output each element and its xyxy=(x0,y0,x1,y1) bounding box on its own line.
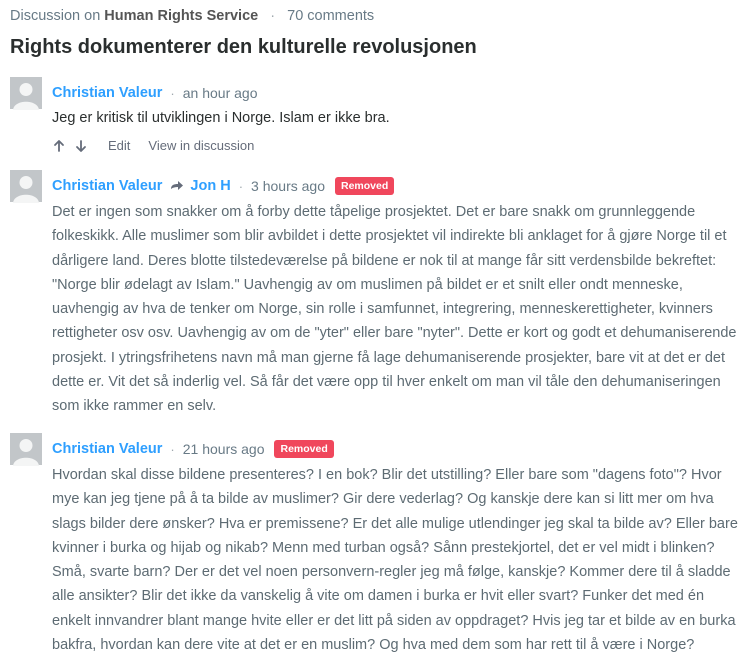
comment-body: Jeg er kritisk til utviklingen i Norge. Islam er ikke bra. xyxy=(52,110,390,126)
avatar[interactable] xyxy=(10,170,42,202)
comment-timestamp[interactable]: an hour ago xyxy=(182,85,258,101)
meta-separator: · xyxy=(170,441,175,457)
comment-count[interactable]: 70 comments xyxy=(287,8,375,24)
comment-body: Hvordan skal disse bildene presenteres? I en bok? Blir det utstilling? Eller bare som "dagens foto"? Hvor mye kan jeg tjene på å ta bilde av muslimer? Gir dere vederlag? Og kanskje dere kan si litt mer om hva slags bilder dere ønsker? Hva er premissene? Er det alle mulige utlendinger jeg skal ta bilde av? Eller bare kvinner i burka og hijab og nikab? Menn med turban også? Sånn prestekjortel, det er vel midt i blinken? Små, svarte barn? Der er det vel noen personvern-regler jeg må følge, kanskje? Kommer dere til å sladde alle ansikter? Blir det ikke da vanskelig å vite om damen i burka er hvit eller svart? Funker det med én enkelt innvandrer blant mange hvite eller er det litt på siden av oppdraget? Hvis jeg tar et bilde av en burka bakfra, hvordan kan dere vite at det er en muslim? Og hva med dem som har rett til å være i Norge? xyxy=(52,467,738,654)
reply-to-user[interactable]: Jon H xyxy=(190,178,231,194)
avatar[interactable] xyxy=(10,77,42,109)
forum-name-link[interactable]: Human Rights Service xyxy=(104,8,259,24)
discussion-header xyxy=(10,8,374,24)
meta-separator: · xyxy=(238,178,244,194)
comment-item xyxy=(10,433,738,654)
arrow-down-icon[interactable] xyxy=(74,139,88,153)
comment-author[interactable]: Christian Valeur xyxy=(52,441,163,457)
comment-item xyxy=(10,170,735,425)
user-silhouette-icon xyxy=(10,77,42,109)
comment-meta xyxy=(52,83,257,103)
comment-timestamp[interactable]: 3 hours ago xyxy=(251,178,325,194)
comment-meta xyxy=(52,176,394,196)
view-in-discussion-link[interactable]: View in discussion xyxy=(148,138,255,153)
removed-badge: Removed xyxy=(335,177,394,195)
comment-meta xyxy=(52,439,334,459)
comment-timestamp[interactable]: 21 hours ago xyxy=(182,441,265,457)
user-silhouette-icon xyxy=(10,170,42,202)
header-prefix: Discussion on xyxy=(10,8,101,24)
edit-button[interactable]: Edit xyxy=(108,138,131,153)
arrow-up-icon[interactable] xyxy=(52,139,66,153)
meta-separator: · xyxy=(170,85,175,101)
comment-author[interactable]: Christian Valeur xyxy=(52,85,163,101)
user-silhouette-icon xyxy=(10,433,42,465)
thread-title[interactable]: Rights dokumenterer den kulturelle revolusjonen xyxy=(10,36,477,58)
comment-item xyxy=(10,77,735,162)
comment-author[interactable]: Christian Valeur xyxy=(52,178,163,194)
header-separator: · xyxy=(270,8,276,24)
avatar[interactable] xyxy=(10,433,42,465)
reply-arrow-icon xyxy=(170,180,184,192)
removed-badge: Removed xyxy=(274,440,333,458)
comment-actions xyxy=(52,138,260,153)
comment-body: Det er ingen som snakker om å forby dette tåpelige prosjektet. Det er bare snakk om grunnleggende folkeskikk. Alle muslimer som blir avbildet i dette prosjektet vil indirekte bli anklaget for å gjøre Norge til et dårligere land. Deres blotte tilstedeværelse på bildene er nok til at mange får sitt verdensbilde bekreftet: "Norge blir ødelagt av Islam." Uavhengig av om muslimen på bildet er et snilt eller ondt menneske, uavhengig av hva de tenker om Norge, sin rolle i samfunnet, integrering, menneskerettigheter, kvinners rettigheter osv osv. Uavhengig av om de "yter" eller bare "nyter". Dette er kort og godt et dehumaniserende prosjekt. I ytringsfrihetens navn må man gjerne få lage dehumaniserende prosjekter, bare vit at det er det dette er. Vit det så inderlig vel. Så får det være opp til hver enkelt om man vil tåle den dehumaniseringen som ikke rammer en selv. xyxy=(52,204,737,415)
